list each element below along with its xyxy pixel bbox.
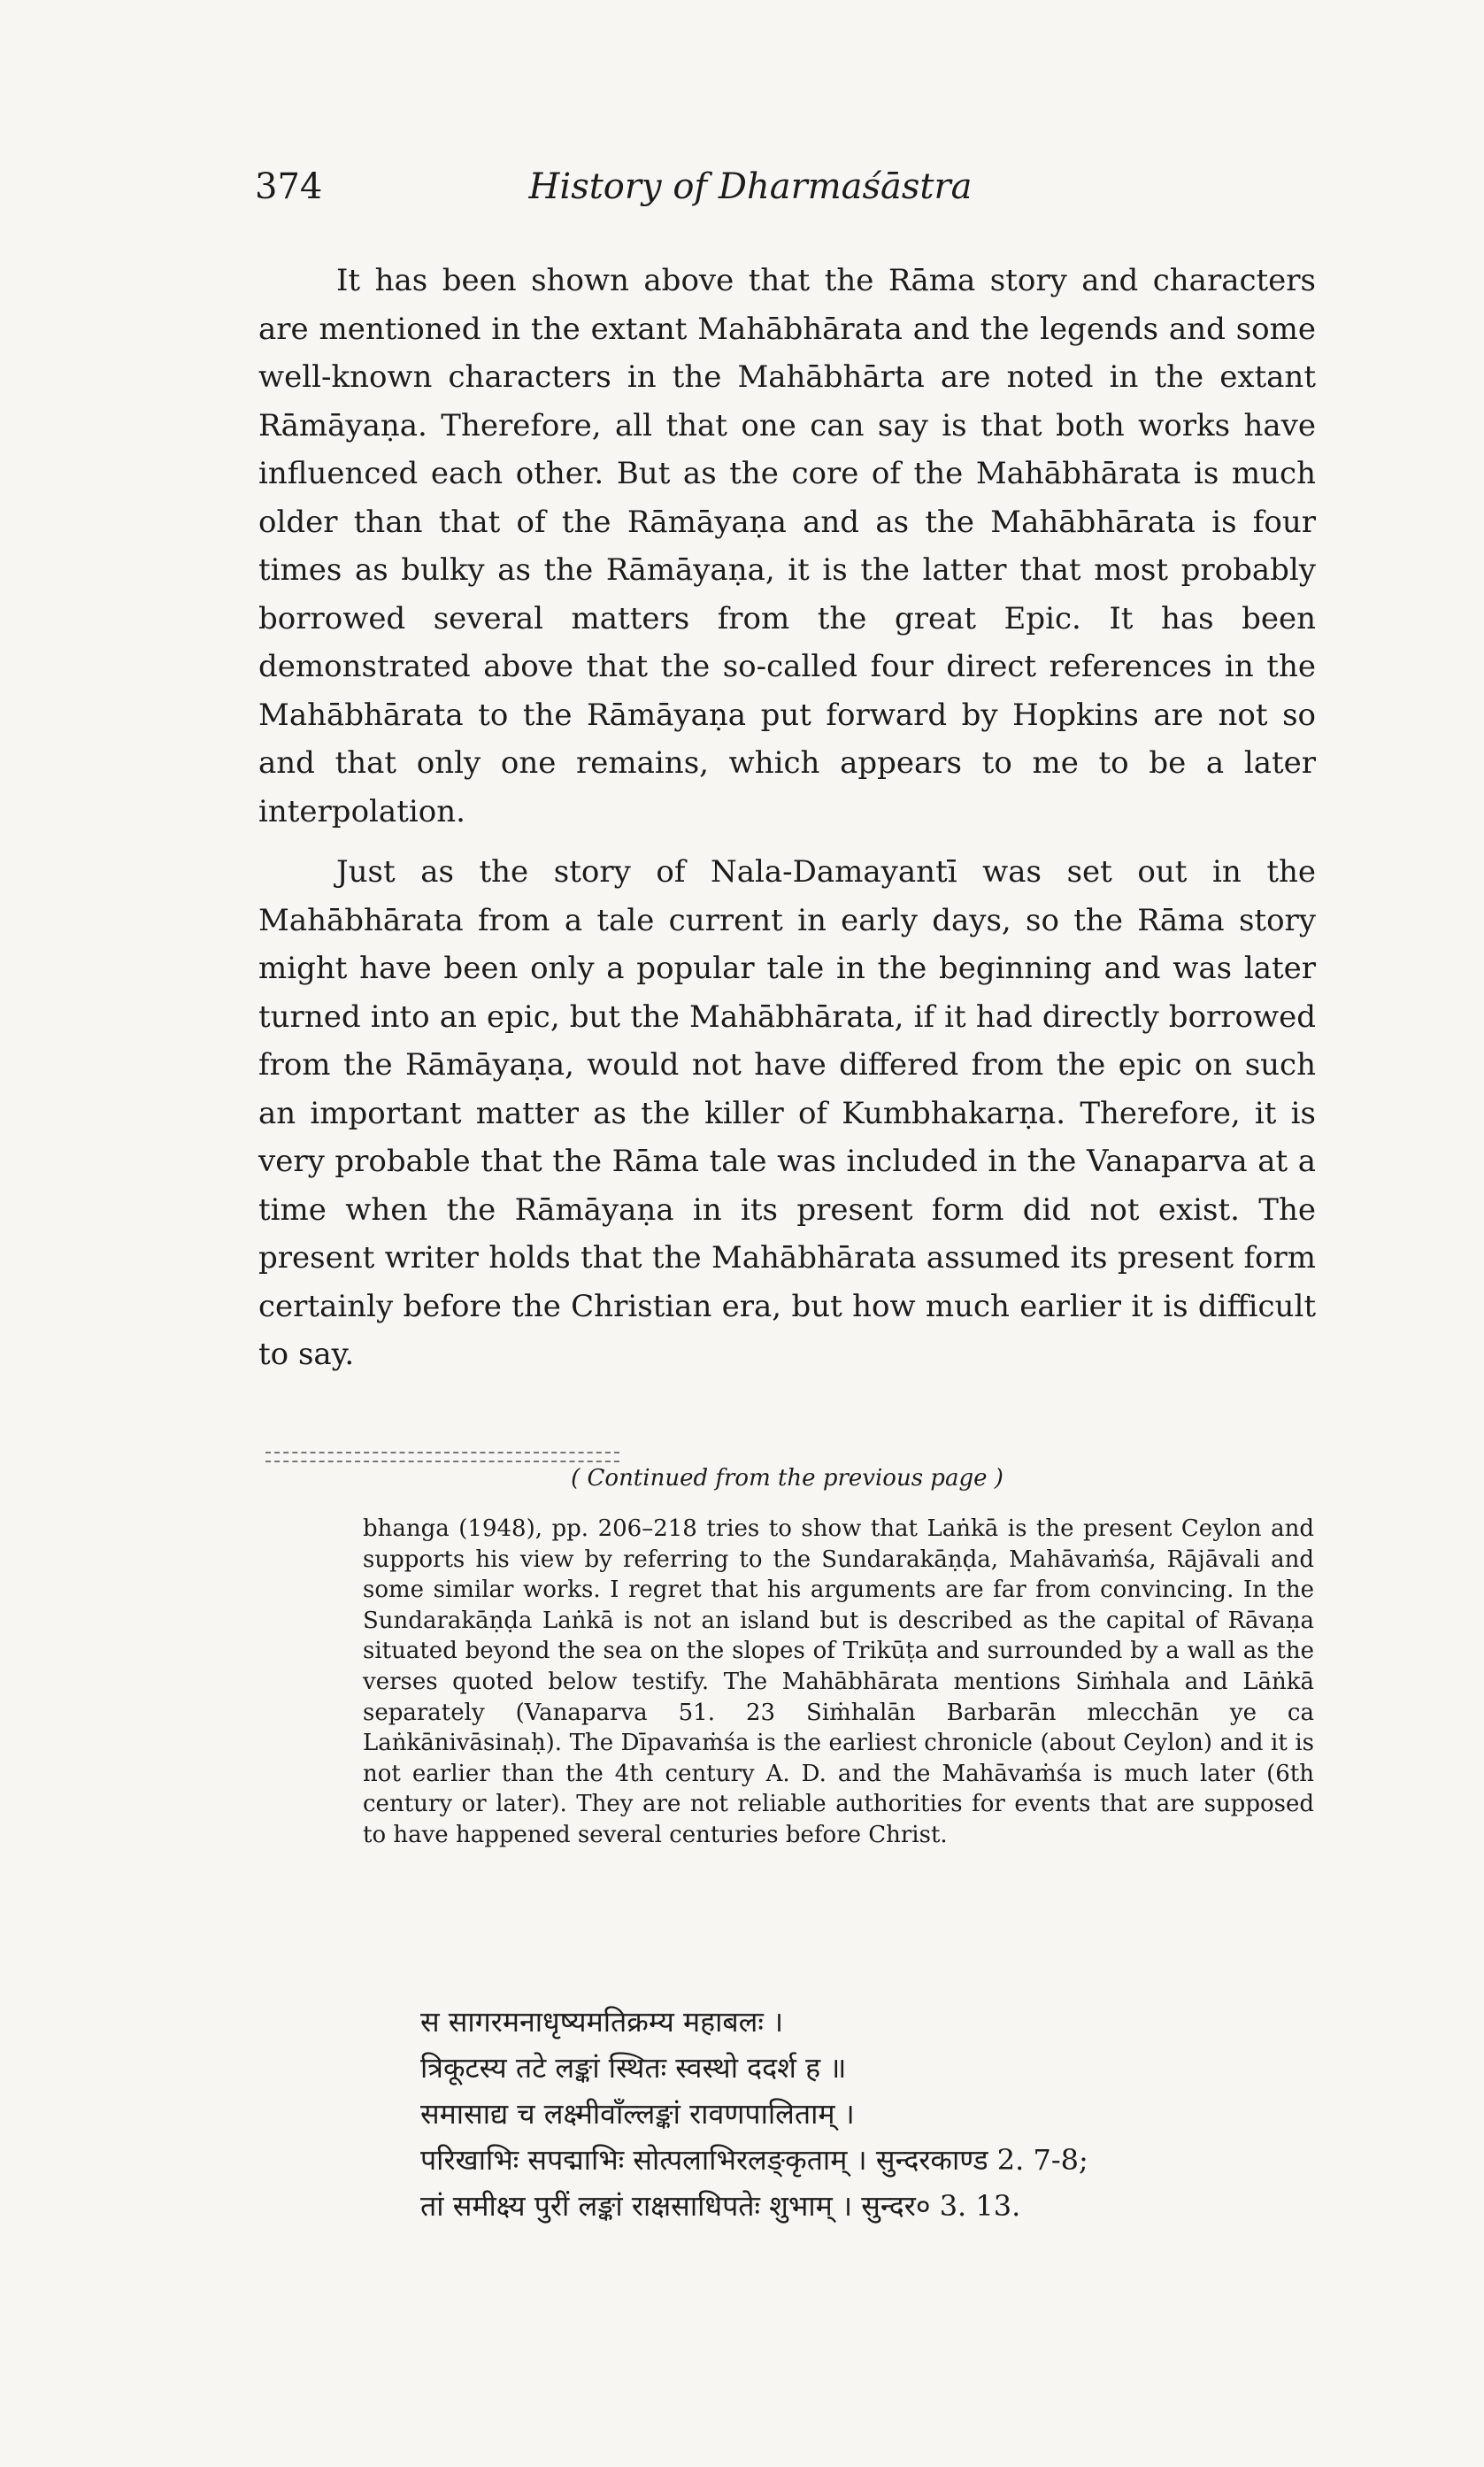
page-header <box>255 166 1246 220</box>
running-title: History of Dharmaśāstra <box>528 166 973 207</box>
footnote-separator <box>265 1452 619 1462</box>
verse-line: स सागरमनाधृष्यमतिक्रम्य महाबलः । <box>420 2005 784 2039</box>
footnote <box>363 1514 1314 1851</box>
verse-line: समासाद्य च लक्ष्मीवाँल्लङ्कां रावणपालिताम् । <box>420 2097 855 2131</box>
paragraph: It has been shown above that the Rāma story and characters are mentioned in the extant Mahābhārata and the legends and some well-known characters in the Mahābhārta are noted in the extant Rāmāyaṇa. Therefore, all that one can say is that both works have influenced each other. But as the core of the Mahābhārata is much older than that of the Rāmāyaṇa and as the Mahābhārata is four times as bulky as the Rāmāyaṇa, it is the latter that most probably borrowed several matters from the great Epic. It has been demonstrated above that the so-called four direct references in the Mahābhārata to the Rāmāyaṇa put forward by Hopkins are not so and that only one remains, which appears to me to be a later interpolation. <box>258 263 1316 829</box>
footnote-text: bhanga (1948), pp. 206–218 tries to show that Laṅkā is the present Ceylon and supports his view by referring to the Sundarakāṇḍa, Mahāvaṁśa, Rājāvali and some similar works. I regret that his arguments are far from convincing. In the Sundarakāṇḍa Laṅkā is not an island but is described as the capital of Rāvaṇa situated beyond the sea on the slopes of Trikūṭa and surrounded by a wall as the verses quoted below testify. The Mahābhārata mentions Siṁhala and Lāṅkā separately (Vanaparva 51. 23 Siṁhalān Barbarān mlecchān ye ca Laṅkānivāsinaḥ). The Dīpavaṁśa is the earliest chronicle (about Ceylon) and it is not earlier than the 4th century A. D. and the Mahāvaṁśa is much later (6th century or later). They are not reliable authorities for events that are supposed to have happened several centuries before Christ. <box>363 1515 1314 1848</box>
main-text <box>258 257 1316 1379</box>
footnote-continued-label: ( Continued from the previous page ) <box>571 1465 1003 1492</box>
paragraph: Just as the story of Nala-Damayantī was set out in the Mahābhārata from a tale current in early days, so the Rāma story might have been only a popular tale in the beginning and was later turned into an epic, but the Mahābhārata, if it had directly borrowed from the Rāmāyaṇa, would not have differed from the epic on such an important matter as the killer of Kumbhakarṇa. Therefore, it is very probable that the Rāma tale was included in the Vanaparva at a time when the Rāmāyaṇa in its present form did not exist. The present writer holds that the Mahābhārata assumed its present form certainly before the Christian era, but how much earlier it is difficult to say. <box>258 854 1316 1372</box>
verse-line: त्रिकूटस्य तटे लङ्कां स्थितः स्वस्थो ददर्श ह ॥ <box>420 2051 847 2085</box>
sanskrit-verses <box>420 1999 1323 2229</box>
verse-line: परिखाभिः सपद्माभिः सोत्पलाभिरलङ्कृताम् । सुन्दरकाण्ड 2. 7-8; <box>420 2143 1088 2177</box>
page-number: 374 <box>255 166 323 207</box>
verse-line: तां समीक्ष्य पुरीं लङ्कां राक्षसाधिपतेः शुभाम् । सुन्दर० 3. 13. <box>420 2189 1021 2223</box>
